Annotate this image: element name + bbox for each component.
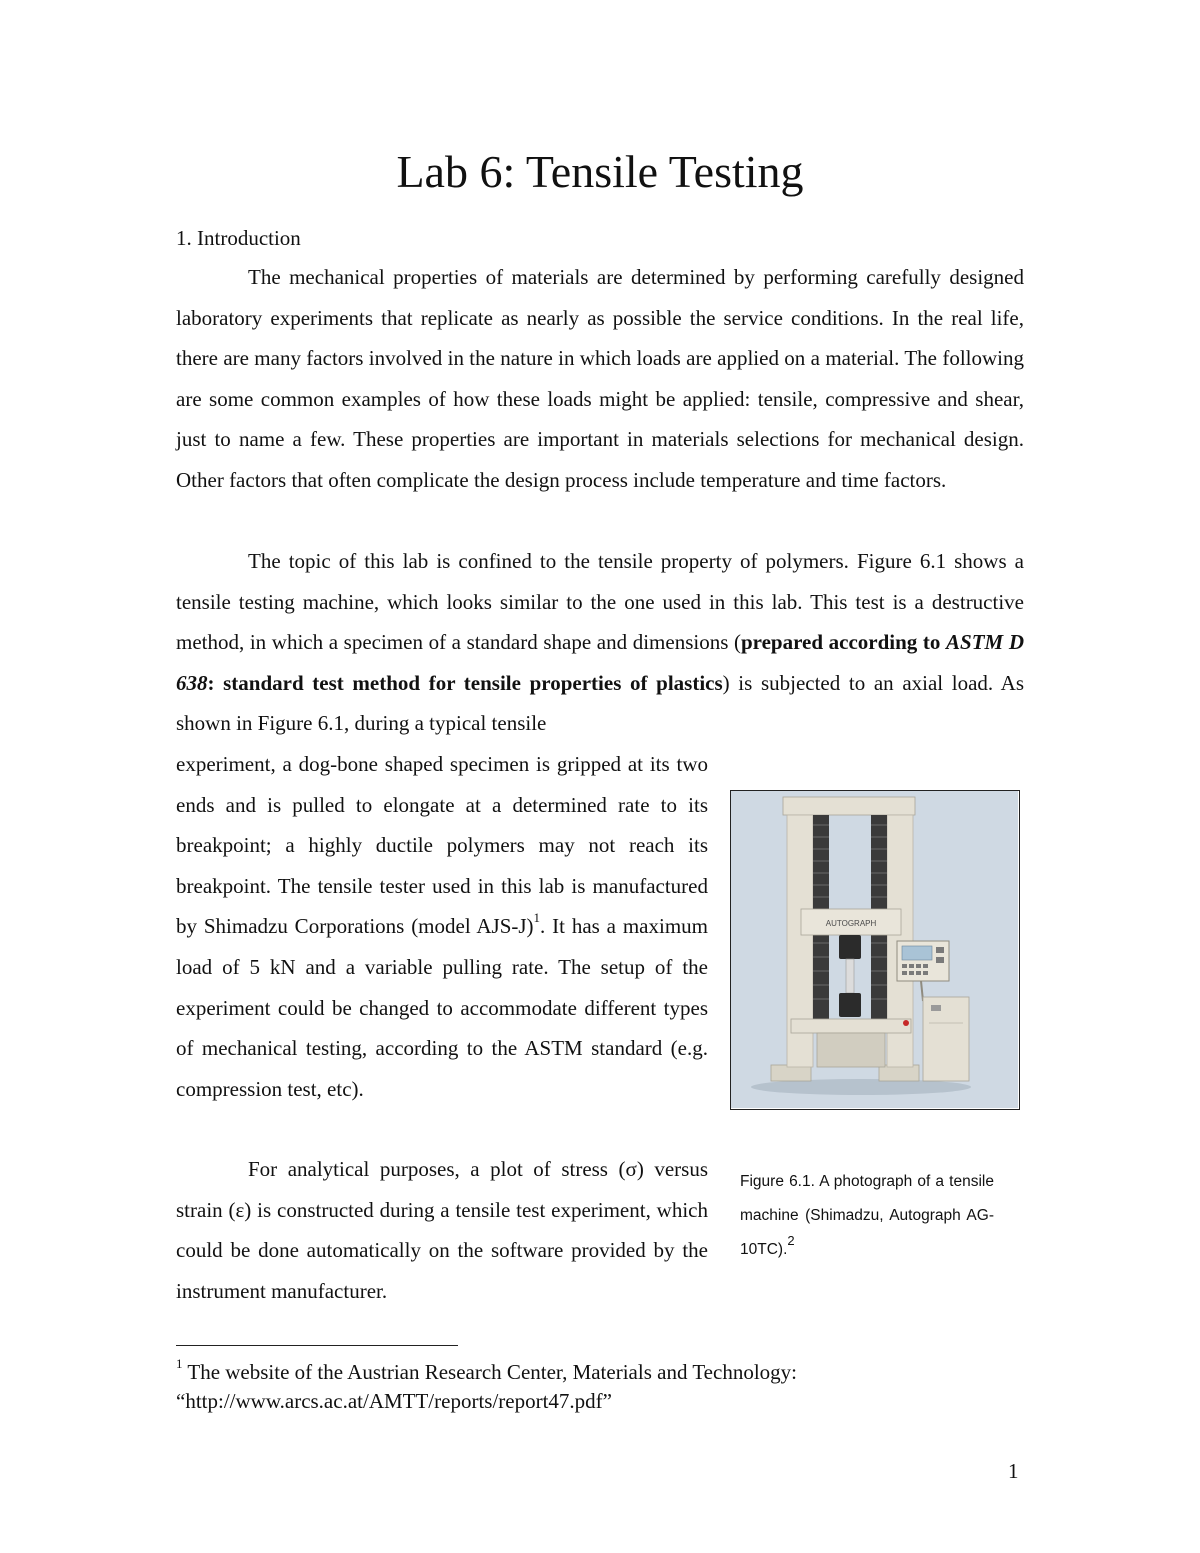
lower-grip — [839, 993, 861, 1017]
footnote-divider — [176, 1345, 458, 1346]
astm-reference-lead: prepared according to — [740, 630, 947, 655]
figure-caption — [740, 1165, 994, 1267]
page-title: Lab 6: Tensile Testing — [396, 146, 804, 197]
top-crosshead — [783, 797, 915, 815]
paragraph-topic-text-b: ) is subjected to an axial load. As shown in Figure 6.1, during a typical tensile — [176, 670, 1025, 736]
paragraph-intro: The mechanical properties of materials are determined by performing carefully designed laboratory experiments that replicate as nearly as possible the service conditions. In the real life, there are many factors involved in the nature in which loads are applied on a material. The following are some common examples of how these loads might be applied: tensile, compressive and shear, just to name a few. These properties are important in materials selections for mechanical design. Other factors that often complicate the design process include temperature and time factors. — [176, 265, 1024, 492]
paragraph-analysis: For analytical purposes, a plot of stress (σ) versus strain (ε) is constructed during a tensile test experiment, which could be done automatically on the software provided by the instrument manufacturer. — [176, 1157, 708, 1303]
footnote-line-1 — [176, 1358, 1024, 1387]
astm-standard-code: ASTM D 638 — [176, 630, 1024, 695]
footnote-ref-2: 2 — [787, 1232, 795, 1248]
machine-label: AUTOGRAPH — [825, 919, 877, 928]
footnote-text: The website of the Austrian Research Center, Materials and Technology: — [182, 1360, 797, 1384]
footnote-ref-1: 1 — [533, 910, 541, 926]
paragraph-topic-text-d: . It has a maximum load of 5 kN and a variable pulling rate. The setup of the experiment could be changed to accommodate different types of mechanical testing, according to the ASTM standard (e.g. compression test, etc). — [176, 914, 708, 1101]
paragraph-topic — [176, 541, 1024, 744]
astm-reference-title: : standard test method for tensile properties of plastics — [207, 670, 723, 695]
paragraph-topic-text-a: The topic of this lab is confined to the tensile property of polymers. Figure 6.1 shows a tensile testing machine, which looks similar to the one used in this lab. This test is a destructive method, in which a specimen of a standard shape and dimensions ( — [176, 549, 1024, 655]
tensile-machine-photo — [731, 791, 1018, 1108]
page-number: 1 — [1008, 1459, 1019, 1483]
emergency-stop-icon — [903, 1020, 909, 1026]
footnote-url: “http://www.arcs.ac.at/AMTT/reports/report47.pdf” — [176, 1389, 612, 1413]
upper-grip — [839, 935, 861, 959]
specimen — [846, 959, 854, 993]
paragraph-topic-text-c: experiment, a dog-bone shaped specimen is gripped at its two ends and is pulled to elongate at a determined rate to its breakpoint; a highly ductile polymers may not reach its breakpoint. The tensile tester used in this lab is manufactured by Shimadzu Corporations (model AJS-J) — [176, 752, 708, 939]
display-screen — [902, 946, 932, 960]
paragraph-topic-continued — [176, 744, 708, 1109]
footnote-1 — [176, 1358, 1024, 1416]
figure-tensile-machine — [730, 790, 1020, 1110]
footnote-number: 1 — [176, 1356, 183, 1371]
figure-caption-text: Figure 6.1. A photograph of a tensile machine (Shimadzu, Autograph AG-10TC). — [740, 1173, 994, 1258]
section-heading: 1. Introduction — [176, 226, 301, 250]
control-cabinet — [923, 997, 969, 1081]
